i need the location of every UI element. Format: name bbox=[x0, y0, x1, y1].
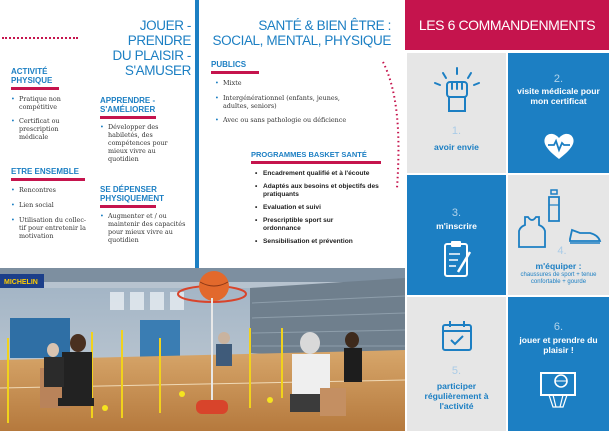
section-title: ACTIVITÉ PHYSIQUE bbox=[11, 67, 53, 85]
section-list bbox=[100, 123, 186, 163]
commandment-6-text: jouer et prendre du plaisir ! bbox=[519, 335, 598, 355]
list-item: • Certificat ou prescription médicale bbox=[11, 117, 89, 141]
commandment-3-text: m'inscrire bbox=[436, 221, 477, 231]
section-list bbox=[100, 212, 186, 244]
publics-list bbox=[211, 79, 397, 124]
commandment-1 bbox=[407, 53, 506, 173]
calendar-check-icon bbox=[440, 319, 474, 353]
bottle-icon bbox=[546, 189, 562, 223]
basket-hoop-icon bbox=[538, 371, 578, 411]
left-title-dots bbox=[2, 37, 78, 39]
commandment-4-sub: chaussures de sport + tenue confortable + gourde bbox=[520, 272, 597, 285]
commandment-2-text: visite médicale pour mon certificat bbox=[517, 86, 600, 106]
section-underline bbox=[11, 87, 59, 90]
middle-title bbox=[207, 18, 391, 48]
list-item: • Augmenter et / ou maintenir des capacités pour mieux vivre au quotidien bbox=[100, 212, 186, 244]
list-item: • Evaluation et suivi bbox=[255, 204, 401, 212]
section-underline bbox=[100, 205, 156, 208]
middle-title-line1: SANTÉ & BIEN ÊTRE : bbox=[258, 18, 391, 33]
list-item: • Sensibilisation et prévention bbox=[255, 238, 401, 246]
commandment-3 bbox=[407, 175, 506, 295]
commandment-6 bbox=[508, 297, 609, 431]
section-se-depenser bbox=[100, 185, 190, 249]
left-title-line2: DU PLAISIR - S'AMUSER bbox=[112, 48, 191, 78]
clipboard-icon bbox=[442, 240, 472, 278]
commandment-1-text: avoir envie bbox=[434, 142, 479, 152]
commandments-header bbox=[405, 0, 609, 50]
section-list bbox=[11, 186, 93, 240]
middle-title-line2: SOCIAL, MENTAL, PHYSIQUE bbox=[212, 33, 391, 48]
section-underline bbox=[11, 178, 85, 181]
section-list bbox=[11, 95, 89, 141]
list-item: • Mixte bbox=[215, 79, 397, 87]
list-item: • Pratique non compétitive bbox=[11, 95, 89, 111]
section-underline bbox=[211, 71, 259, 74]
section-underline bbox=[251, 161, 381, 164]
commandment-1-number: 1. bbox=[451, 125, 462, 137]
commandment-3-number: 3. bbox=[451, 207, 462, 219]
commandment-2-number: 2. bbox=[553, 73, 564, 85]
middle-panel bbox=[199, 0, 405, 268]
jersey-icon bbox=[516, 215, 548, 249]
section-etre-ensemble bbox=[11, 167, 99, 245]
right-panel bbox=[405, 0, 609, 431]
commandment-6-number: 6. bbox=[553, 321, 564, 333]
list-item: • Lien social bbox=[11, 201, 93, 209]
section-underline bbox=[100, 116, 156, 119]
programmes-title: PROGRAMMES BASKET SANTÉ bbox=[251, 150, 367, 159]
left-panel bbox=[0, 0, 195, 268]
section-activite-physique bbox=[11, 67, 99, 143]
section-publics bbox=[211, 60, 397, 129]
list-item: • Prescriptible sport sur ordonnance bbox=[255, 217, 355, 233]
list-item: • Avec ou sans pathologie ou déficience bbox=[215, 116, 397, 124]
fist-icon bbox=[427, 65, 487, 115]
dotted-curve bbox=[375, 60, 405, 190]
list-item: • Rencontres bbox=[11, 186, 93, 194]
commandment-4-number: 4. bbox=[557, 245, 567, 257]
list-item: • Encadrement qualifié et à l'écoute bbox=[255, 170, 401, 178]
heart-pulse-icon bbox=[542, 131, 576, 161]
commandment-4 bbox=[508, 175, 609, 295]
commandment-5-number: 5. bbox=[451, 365, 462, 377]
banner-text: MICHELIN bbox=[4, 279, 38, 286]
section-title: APPRENDRE - S'AMÉLIORER bbox=[100, 96, 156, 114]
list-item: • Développer des habiletés, des compétences pour mieux vivre au quotidien bbox=[100, 123, 186, 163]
section-apprendre bbox=[100, 96, 190, 168]
list-item: • Adaptés aux besoins et objectifs des pratiquants bbox=[255, 183, 401, 199]
section-title: SE DÉPENSER PHYSIQUEMENT bbox=[100, 185, 165, 203]
commandment-5-text: participer régulièrement à l'activité bbox=[424, 381, 489, 411]
list-item: • Intergénérationnel (enfants, jeunes, adultes, seniors) bbox=[215, 94, 345, 110]
sneaker-icon bbox=[568, 225, 602, 245]
gym-photo bbox=[0, 268, 405, 431]
header-title: LES 6 COMMANDENMENTS bbox=[418, 17, 596, 33]
commandment-4-text: m'équiper : bbox=[535, 261, 582, 271]
commandment-5 bbox=[407, 297, 506, 431]
left-title-line1: JOUER - PRENDRE bbox=[127, 18, 191, 48]
list-item: • Utilisation du collec-tif pour entretenir la motivation bbox=[11, 216, 93, 240]
commandment-2 bbox=[508, 53, 609, 173]
publics-title: PUBLICS bbox=[211, 60, 247, 69]
section-title: ETRE ENSEMBLE bbox=[11, 167, 80, 176]
